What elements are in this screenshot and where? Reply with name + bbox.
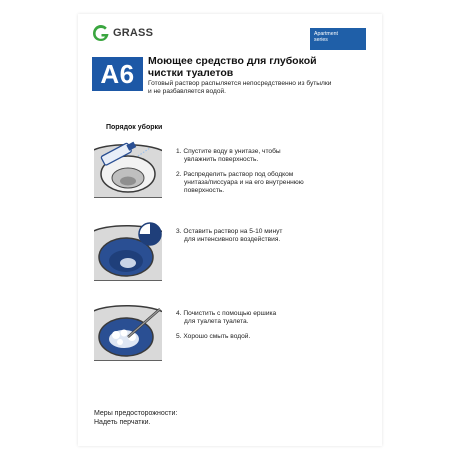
step-image-brush: [94, 299, 162, 361]
steps-group-1: [176, 148, 376, 202]
step-2-line3: поверхность.: [184, 187, 225, 194]
step-4-line2: для туалета туалета.: [184, 318, 249, 325]
precautions-text: Надеть перчатки.: [94, 418, 151, 426]
step-5-line1: 5. Хорошо смыть водой.: [176, 333, 251, 340]
product-subtitle-line2: и не разбавляется водой.: [148, 88, 227, 95]
series-badge-line2: series: [314, 37, 328, 43]
step-5: [176, 333, 376, 341]
step-2-line1: 2. Распределить раствор под ободком: [176, 171, 294, 178]
series-badge: [310, 28, 366, 50]
step-1: [176, 148, 376, 164]
product-title: [148, 55, 373, 79]
brand-name: GRASS: [113, 27, 154, 39]
precautions: [94, 410, 177, 427]
product-code: А6: [92, 57, 143, 91]
section-title: Порядок уборки: [106, 124, 163, 131]
step-3: [176, 228, 376, 244]
product-title-line1: Моющее средство для глубокой: [148, 55, 317, 67]
step-image-timer: [94, 219, 162, 281]
step-2: [176, 171, 376, 195]
step-4: [176, 310, 376, 326]
step-1-line2: увлажнить поверхность.: [184, 156, 259, 163]
steps-group-2: [176, 228, 376, 251]
grass-logo-icon: [92, 24, 110, 42]
steps-group-3: [176, 310, 376, 348]
step-1-line1: 1. Спустите воду в унитазе, чтобы: [176, 148, 281, 155]
series-badge-line1: Apartment: [314, 31, 338, 37]
product-subtitle: [148, 80, 373, 96]
step-3-line2: для интенсивного воздействия.: [184, 236, 281, 243]
product-subtitle-line1: Готовый раствор распыляется непосредственно из бутылки: [148, 80, 332, 87]
step-image-spray: [94, 138, 162, 198]
precautions-title: Меры предосторожности:: [94, 410, 178, 417]
timer-toilet-icon: [94, 219, 162, 281]
brand-logo: [92, 24, 153, 42]
brush-toilet-icon: [94, 299, 162, 361]
step-2-line2: унитаза/писсуара и на его внутреннюю: [184, 179, 304, 186]
step-3-line1: 3. Оставить раствор на 5-10 минут: [176, 228, 283, 235]
spray-toilet-icon: [94, 138, 162, 198]
product-title-line2: чистки туалетов: [148, 67, 234, 79]
step-4-line1: 4. Почистить с помощью ершика: [176, 310, 277, 317]
